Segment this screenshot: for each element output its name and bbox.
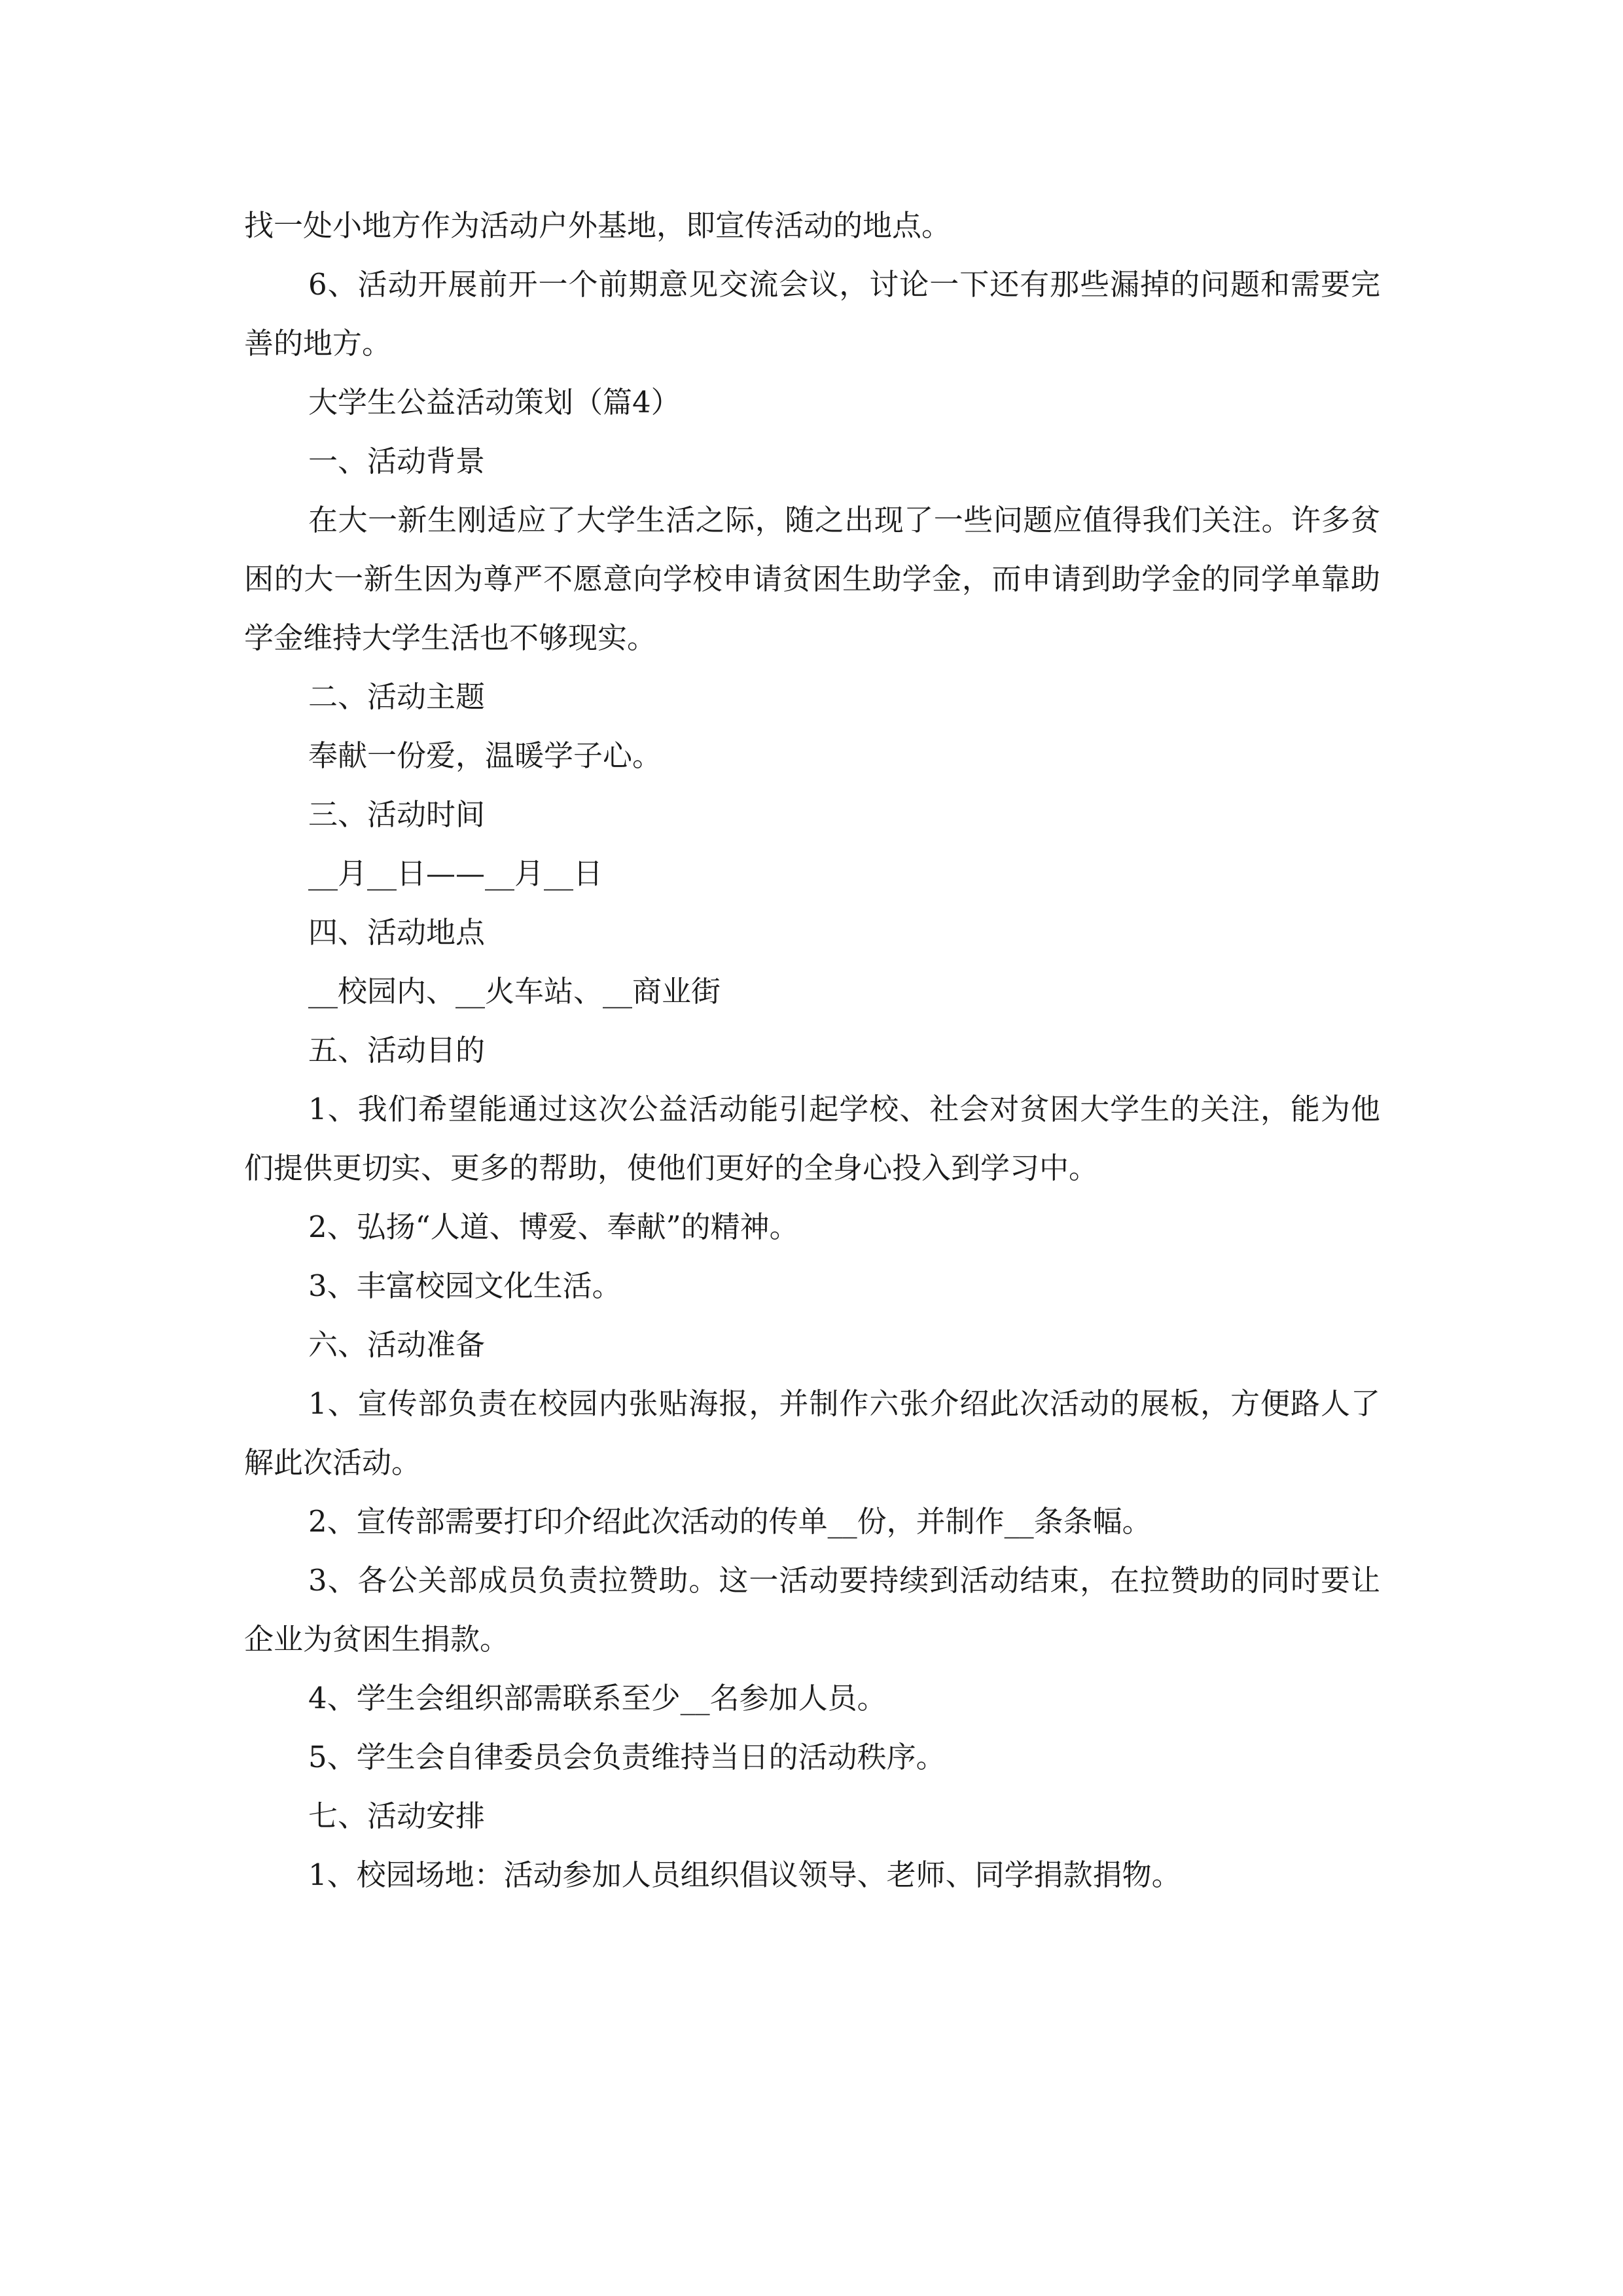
paragraph-preparation-3: 3、各公关部成员负责拉赞助。这一活动要持续到活动结束，在拉赞助的同时要让企业为贫困生捐款。 [244, 1563, 1380, 1657]
paragraph-intro-continued: 找一处小地方作为活动户外基地，即宣传活动的地点。 [244, 208, 952, 243]
paragraph-preparation-5: 5、学生会自律委员会负责维持当日的活动秩序。 [308, 1740, 946, 1774]
heading-preparation: 六、活动准备 [308, 1327, 486, 1362]
paragraph-preparation-4: 4、学生会组织部需联系至少__名参加人员。 [308, 1681, 887, 1715]
heading-background: 一、活动背景 [308, 444, 486, 478]
paragraph-purpose-1: 1、我们希望能通过这次公益活动能引起学校、社会对贫困大学生的关注，能为他们提供更切实、更多的帮助，使他们更好的全身心投入到学习中。 [244, 1092, 1380, 1185]
heading-purpose: 五、活动目的 [308, 1033, 486, 1067]
heading-theme: 二、活动主题 [308, 679, 486, 714]
document-body [244, 196, 1380, 1905]
paragraph-time: __月__日——__月__日 [308, 856, 603, 891]
section-title: 大学生公益活动策划（篇4） [308, 385, 681, 420]
paragraph-preparation-1: 1、宣传部负责在校园内张贴海报，并制作六张介绍此次活动的展板，方便路人了解此次活动。 [244, 1386, 1380, 1480]
paragraph-preparation-2: 2、宣传部需要打印介绍此次活动的传单__份，并制作__条条幅。 [308, 1504, 1152, 1539]
paragraph-theme: 奉献一份爱，温暖学子心。 [308, 738, 662, 773]
paragraph-purpose-2: 2、弘扬“人道、博爱、奉献”的精神。 [308, 1210, 799, 1244]
heading-location: 四、活动地点 [308, 915, 486, 950]
heading-arrangement: 七、活动安排 [308, 1799, 486, 1833]
paragraph-purpose-3: 3、丰富校园文化生活。 [308, 1268, 622, 1303]
paragraph-arrangement-1: 1、校园场地：活动参加人员组织倡议领导、老师、同学捐款捐物。 [308, 1857, 1181, 1892]
paragraph-location: __校园内、__火车站、__商业街 [308, 974, 721, 1009]
paragraph-background: 在大一新生刚适应了大学生活之际，随之出现了一些问题应值得我们关注。许多贫困的大一新生因为尊严不愿意向学校申请贫困生助学金，而申请到助学金的同学单靠助学金维持大学生活也不够现实。 [244, 503, 1380, 655]
paragraph-item-6: 6、活动开展前开一个前期意见交流会议，讨论一下还有那些漏掉的问题和需要完善的地方。 [244, 267, 1380, 361]
heading-time: 三、活动时间 [308, 797, 486, 832]
